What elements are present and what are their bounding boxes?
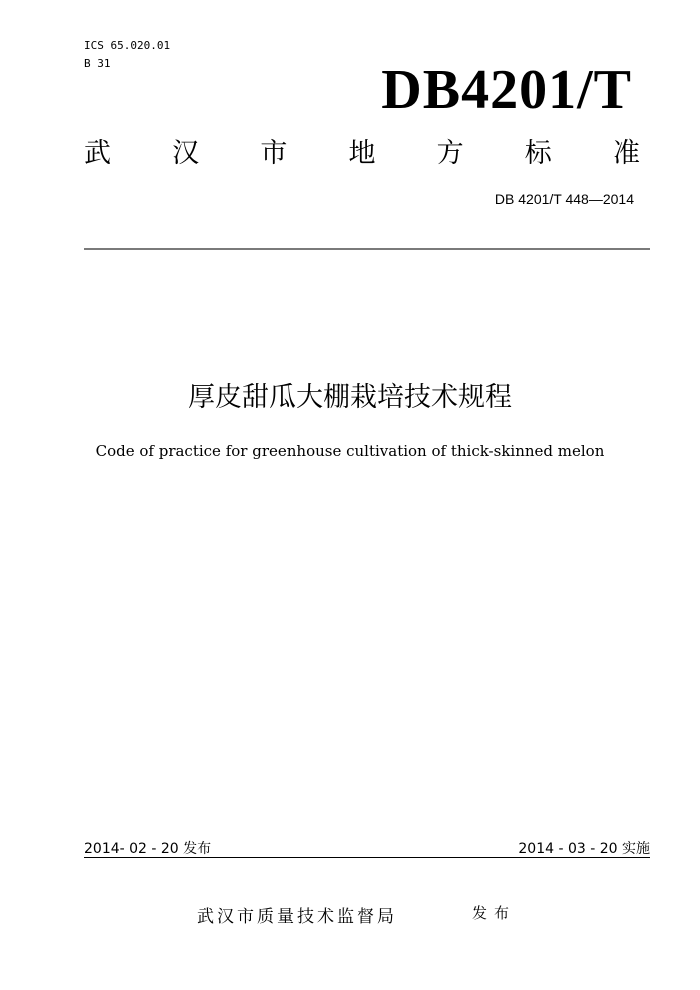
ics-code-block <box>84 37 170 73</box>
standard-big-code: DB4201/T <box>381 59 632 121</box>
issue-label: 发布 <box>472 904 517 922</box>
standard-type-char: 汉 <box>172 138 200 169</box>
standard-type-char: 方 <box>436 138 464 169</box>
standard-type-title <box>84 136 640 172</box>
implementation-date: 2014 - 03 - 20 实施 <box>518 841 650 857</box>
document-title-en: Code of practice for greenhouse cultivation of thick-skinned melon <box>95 442 605 460</box>
standard-type-char: 武 <box>84 138 111 169</box>
release-date: 2014- 02 - 20 发布 <box>84 841 212 857</box>
standard-number: DB 4201/T 448—2014 <box>494 191 634 207</box>
classification-code: B 31 <box>84 57 111 70</box>
publisher-name: 武汉市质量技术监督局 <box>197 907 397 927</box>
standard-type-char: 市 <box>260 138 288 169</box>
footer-divider <box>84 857 650 858</box>
document-title-cn: 厚皮甜瓜大棚栽培技术规程 <box>188 382 512 413</box>
ics-number: ICS 65.020.01 <box>84 39 171 52</box>
standard-type-char: 标 <box>524 138 552 169</box>
standard-type-char: 准 <box>612 138 640 169</box>
standard-type-char: 地 <box>348 138 376 169</box>
header-divider <box>84 248 650 250</box>
